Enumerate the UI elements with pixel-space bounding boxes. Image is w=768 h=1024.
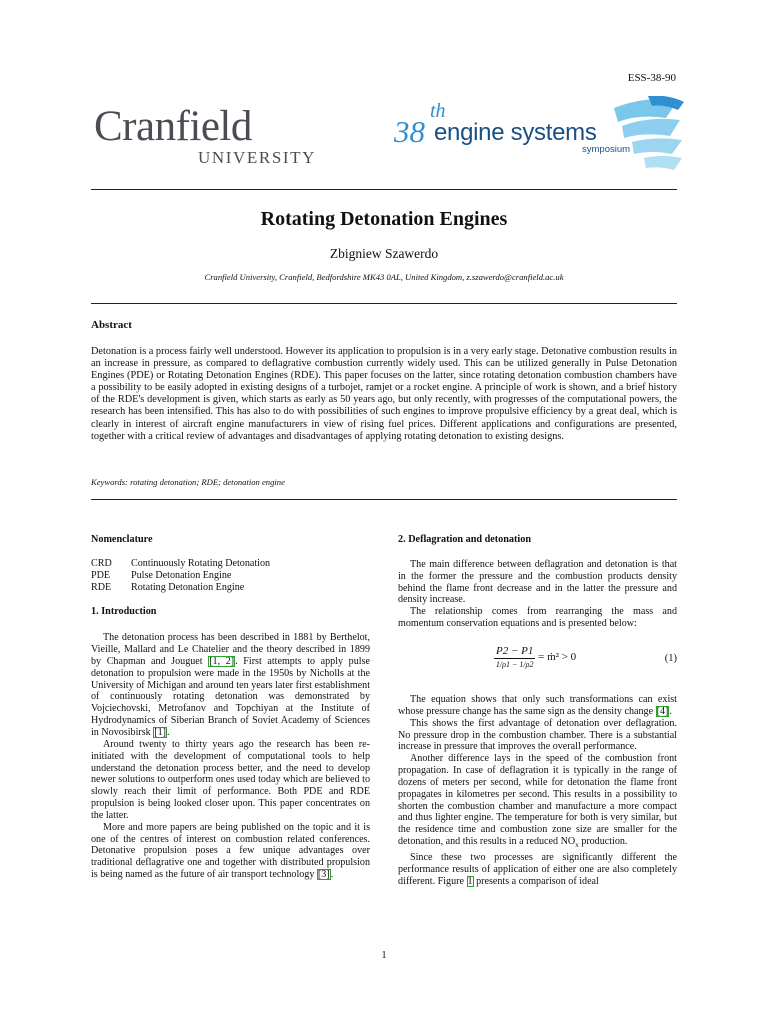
- citation-link[interactable]: [4]: [656, 705, 669, 717]
- intro-paragraph-1: The detonation process has been described in 1881 by Berthelot, Vieille, Mallard and Le Chatelier and the theory described in 1899 by Chapman and Jouguet [1, 2]. First attempts to apply pulse detonation to propulsion were made in the 1950s by Nicholls at the University of Michigan and around ten years later first establishment of continuously rotating detonation was demonstrated by Vojciechovski, Metrofanov and Topchiyan at the Institute of Hydrodynamics of Siberian Branch of Soviet Academy of Sciences in Novosibirsk [1].: [91, 632, 370, 738]
- page-number: 1: [381, 950, 387, 961]
- nomenclature-def: Continuously Rotating Detonation: [131, 557, 271, 569]
- section-2-paragraph-6: Since these two processes are significantly different the performance results of application of either one are also completely different. Figure 1 presents a comparison of ideal: [398, 851, 677, 887]
- abstract-text: Detonation is a process fairly well understood. However its application to propulsion is in a very early stage. Detonative combustion results in an increase in pressure, as compared to deflagrative combustion currently widely used. This can be utilized generally in Pulse Detonation Engines (PDE) or Rotating Detonation Engines (RDE). This paper focuses on the latter, since rotating detonation combustion chambers have a possibility to be easily adopted in existing designs of a turbojet, ramjet or a rocket engine. A principle of work is shown, and a brief history of the RDE's development is given, which starts as early as 50 years ago, but only recently, with progresses of the computational powers, the research has been intensified. This has also to do with possibilities of such engines to improve propulsive efficiency by a great deal, which is clearly in interest of aircraft engine manufacturers in view of rising fuel prices. Different applications and configurations are presented, together with a critical review of advantages and disadvantages of applying rotating detonation to existing designs.: [91, 346, 677, 442]
- left-column: [91, 534, 370, 881]
- right-column: [398, 534, 677, 630]
- paper-code: ESS-38-90: [627, 72, 676, 84]
- abstract-bottom-divider: [91, 499, 677, 500]
- section-2-paragraph-5: Another difference lays in the speed of the combustion front propagation. In case of deflagration it is typically in the range of dozens of meters per second, while for detonation the flame front propagates in kilometres per second. This results in a possibility to shorten the combustion chamber and manufacture a more compact and thus lighter engine. The temperature for both is very similar, but the residence time and combustion zone size are smaller for the detonation, and this results in a reduced $NO_x$ production.: [398, 753, 677, 850]
- symposium-name: engine systems: [434, 119, 597, 146]
- figure-link[interactable]: 1: [467, 875, 473, 887]
- nomenclature-abbr: PDE: [91, 569, 111, 581]
- intro-paragraph-3: More and more papers are being published on the topic and it is one of the centres of interest on combustion related conferences. Detonative propulsion poses a few unique advantages over traditional deflagrative one and together with distributed propulsion is being named as the future of air transport technology [3].: [91, 821, 370, 881]
- citation-link[interactable]: [3]: [317, 869, 330, 881]
- equation-fraction: [494, 645, 535, 670]
- citation-link[interactable]: [1]: [154, 726, 167, 738]
- fan-blades-icon: [608, 96, 686, 180]
- citation-link[interactable]: [1, 2]: [209, 655, 235, 667]
- equation-denominator: 1/ρ1 − 1/ρ2: [495, 660, 534, 669]
- equation-body: [494, 645, 576, 670]
- nomenclature-item: [91, 570, 370, 582]
- section-2-paragraph-2: The relationship comes from rearranging the mass and momentum conservation equations and is presented below:: [398, 606, 677, 630]
- introduction-heading: 1. Introduction: [91, 606, 157, 618]
- symposium-subtitle: symposium: [582, 144, 631, 155]
- right-column-continued: [398, 694, 677, 888]
- header-divider: [91, 189, 677, 190]
- section-2-heading: 2. Deflagration and detonation: [398, 534, 532, 545]
- cranfield-logo-university: UNIVERSITY: [198, 148, 316, 167]
- author-affiliation: Cranfield University, Cranfield, Bedfordshire MK43 0AL, United Kingdom, z.szawerdo@cranfield.ac.uk: [204, 272, 564, 282]
- cranfield-logo-word: Cranfield: [94, 103, 252, 150]
- nomenclature-abbr: RDE: [91, 581, 112, 593]
- equation-number: (1): [664, 653, 677, 664]
- nomenclature-abbr: CRD: [91, 557, 112, 569]
- section-2-paragraph-3: The equation shows that only such transformations can exist whose pressure change has the same sign as the density change [4].: [398, 694, 677, 717]
- symposium-number: 38: [394, 114, 425, 149]
- section-2-paragraph-4: This shows the first advantage of detonation over deflagration. No pressure drop in the combustion chamber. There is a substantial increase in pressure that improves the overall performance.: [398, 717, 677, 753]
- equation-numerator: P2 − P1: [496, 645, 534, 657]
- nomenclature-heading: Nomenclature: [91, 534, 153, 545]
- nomenclature-def: Pulse Detonation Engine: [131, 569, 232, 581]
- paper-author: Zbigniew Szawerdo: [329, 246, 439, 261]
- nomenclature-list: [91, 558, 370, 594]
- nomenclature-item: [91, 582, 370, 594]
- cranfield-university-logo: [94, 103, 344, 170]
- nomenclature-item: [91, 558, 370, 570]
- keywords: Keywords: rotating detonation; RDE; detonation engine: [91, 477, 285, 487]
- symposium-ordinal: th: [430, 100, 446, 122]
- abstract-heading: Abstract: [91, 319, 132, 331]
- section-2-paragraph-1: The main difference between deflagration and detonation is that in the former the pressure and the combustion products density behind the flame front decrease and in the latter the pressure and density increase.: [398, 558, 677, 606]
- paper-title: Rotating Detonation Engines: [260, 208, 508, 230]
- equation-1: [398, 645, 677, 681]
- abstract-top-divider: [91, 303, 677, 304]
- nomenclature-def: Rotating Detonation Engine: [131, 581, 245, 593]
- engine-systems-symposium-logo: [394, 96, 684, 182]
- equation-rhs: = ṁ² > 0: [538, 651, 577, 664]
- intro-paragraph-2: Around twenty to thirty years ago the research has been re-initiated with the development of computational tools to help understand the detonation process better, and the need to develop newer solutions to outperform ones used today which are believed to slowly reach their limit of performance. Both PDE and RDE propulsion is being looked closer upon. This paper concentrates on the latter.: [91, 738, 370, 821]
